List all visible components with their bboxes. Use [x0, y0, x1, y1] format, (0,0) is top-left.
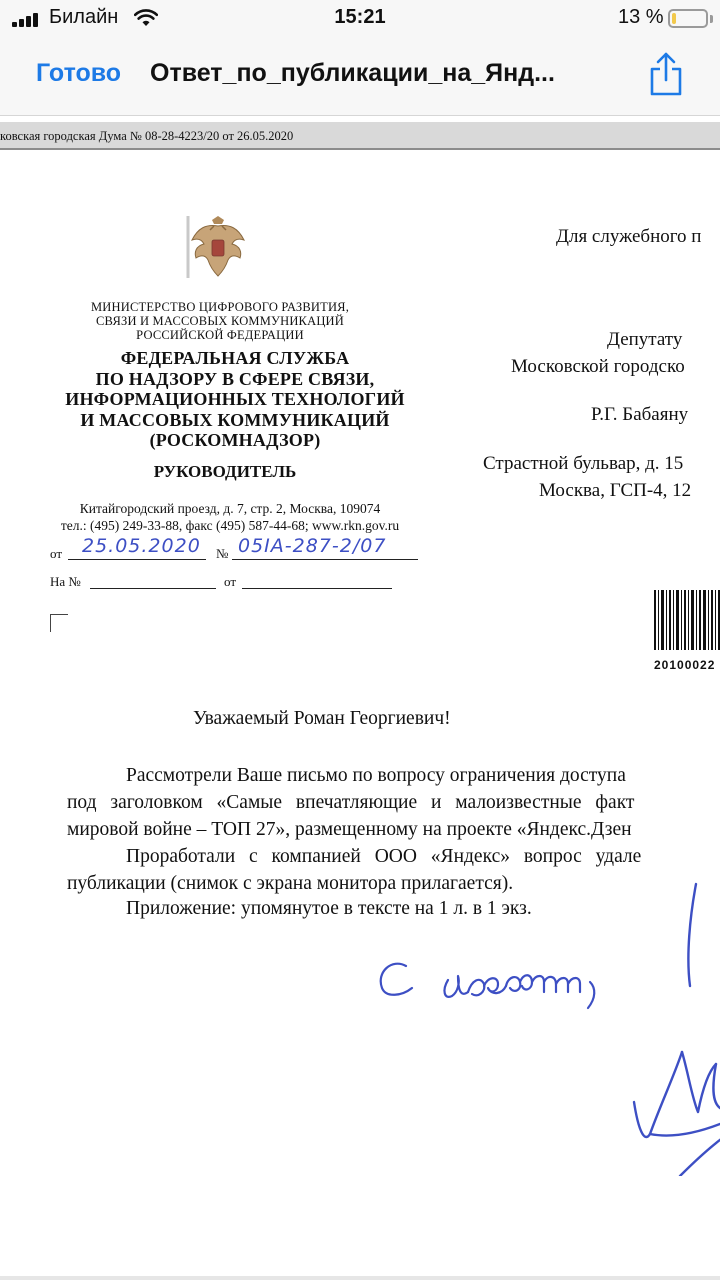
battery-icon [668, 9, 708, 28]
ministry-line: МИНИСТЕРСТВО ЦИФРОВОГО РАЗВИТИЯ, [90, 300, 350, 314]
body-line: Проработали с компанией ООО «Яндекс» вопрос удале [126, 846, 642, 867]
address-line: Китайгородский проезд, д. 7, стр. 2, Москва, 109074 [79, 501, 381, 516]
reference-underline [90, 588, 216, 589]
number-underline [232, 559, 418, 560]
recipient-line: Р.Г. Бабаяну [591, 404, 689, 425]
sender-role: РУКОВОДИТЕЛЬ [153, 462, 297, 481]
document-viewer[interactable] [0, 116, 720, 1280]
battery-percent: 13 % [618, 6, 664, 28]
number-label: № [216, 546, 229, 561]
recipient-line: Московской городско [511, 356, 685, 377]
navigation-bar [0, 38, 720, 116]
address-line: тел.: (495) 249-33-88, факс (495) 587-44-68; www.rkn.gov.ru [60, 518, 400, 533]
done-button[interactable]: Готово [36, 59, 122, 87]
clock: 15:21 [334, 6, 386, 28]
reference-row [50, 572, 430, 594]
document-title: Ответ_по_публикации_на_Янд... [150, 59, 555, 87]
salutation: Уважаемый Роман Георгиевич! [193, 708, 451, 729]
service-line: ФЕДЕРАЛЬНАЯ СЛУЖБА [120, 348, 350, 368]
confidentiality-stamp: Для служебного п [556, 226, 702, 247]
service-line: (РОСКОМНАДЗОР) [149, 430, 321, 450]
date-underline [68, 559, 206, 560]
ministry-line: РОССИЙСКОЙ ФЕДЕРАЦИИ [136, 328, 304, 342]
ministry-line: СВЯЗИ И МАССОВЫХ КОММУНИКАЦИЙ [96, 314, 344, 328]
signature [620, 876, 720, 1176]
body-line: публикации (снимок с экрана монитора прилагается). [67, 873, 514, 894]
home-indicator-area [0, 1276, 720, 1280]
recipient-line: Москва, ГСП-4, 12 [539, 480, 692, 501]
service-line: ИНФОРМАЦИОННЫХ ТЕХНОЛОГИЙ [65, 389, 405, 409]
body-line: мировой войне – ТОП 27», размещенному на проекте «Яндекс.Дзен [67, 819, 632, 840]
sender-address [30, 500, 430, 534]
ministry-name [60, 300, 380, 342]
share-icon[interactable] [646, 50, 686, 98]
date-label: от [50, 546, 63, 561]
carrier-name: Билайн [49, 6, 119, 28]
barcode [652, 588, 720, 652]
body-line: под заголовком «Самые впечатляющие и малоизвестные факт [67, 792, 635, 813]
handwritten-date: 25.05.2020 [82, 535, 201, 557]
coat-of-arms-icon [186, 214, 250, 280]
recipient-line: Депутату [607, 329, 683, 350]
body-line: Рассмотрели Ваше письмо по вопросу ограничения доступа [126, 765, 626, 786]
battery-cap [710, 15, 713, 23]
service-line: И МАССОВЫХ КОММУНИКАЦИЙ [80, 409, 390, 430]
reference-label: На № [50, 574, 81, 589]
barcode-number: 20100022 [654, 658, 716, 672]
recipient-line: Страстной бульвар, д. 15 [483, 453, 684, 474]
handwritten-number: 05IA-287-2/07 [238, 535, 387, 557]
battery-level [672, 13, 676, 24]
corner-mark [50, 614, 68, 632]
reference-date-underline [242, 588, 392, 589]
attachment-note: Приложение: упомянутое в тексте на 1 л. в 1 экз. [126, 898, 532, 919]
recipient-block [480, 326, 720, 504]
reference-date-label: от [224, 574, 237, 589]
status-bar [0, 0, 720, 38]
outgoing-date-row [50, 535, 430, 563]
service-name [55, 348, 415, 451]
fax-header: ковская городская Дума № 08-28-4223/20 от 26.05.2020 [0, 122, 720, 150]
handwritten-closing [372, 946, 652, 1056]
service-line: ПО НАДЗОРУ В СФЕРЕ СВЯЗИ, [95, 368, 375, 389]
